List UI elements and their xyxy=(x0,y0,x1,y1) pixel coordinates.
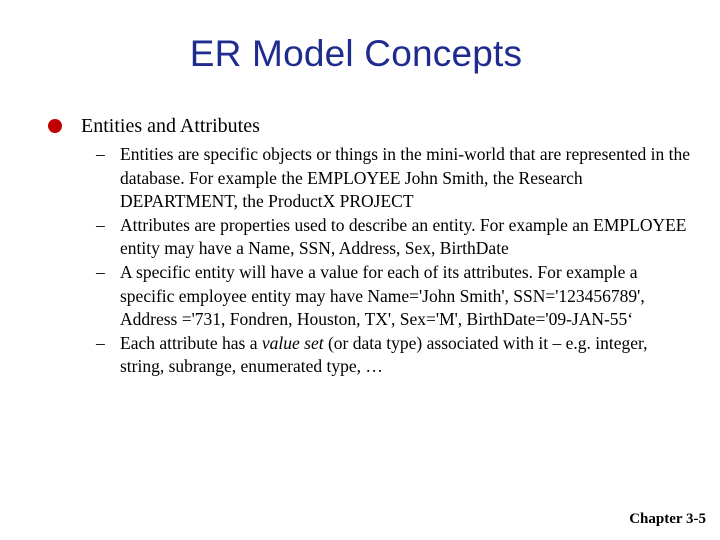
sub-bullet-list xyxy=(96,143,696,379)
sub-bullet-text: Attributes are properties used to describe an entity. For example an EMPLOYEE entity may have a Name, SSN, Address, Sex, BirthDate xyxy=(120,214,687,259)
sub-bullet-item xyxy=(96,332,696,379)
sub-bullet-text: A specific entity will have a value for each of its attributes. For example a specific employee entity may have Name='John Smith', SSN='123456789', Address ='731, Fondren, Houston, TX', Sex='M', BirthDate='09-JAN-55‘ xyxy=(120,261,645,330)
main-bullet xyxy=(48,113,260,139)
dash-marker: – xyxy=(96,332,105,353)
sub-bullet-item xyxy=(96,143,696,214)
dash-marker: – xyxy=(96,214,105,235)
dash-marker: – xyxy=(96,144,105,164)
chapter-footer: Chapter 3-5 xyxy=(629,511,706,527)
dash-marker: – xyxy=(96,261,105,282)
bullet-dot-icon xyxy=(48,119,62,133)
main-bullet-text: Entities and Attributes xyxy=(81,115,260,137)
sub-bullet-emphasis: value set xyxy=(261,332,324,353)
sub-bullet-text-start: Each attribute has a xyxy=(120,332,262,353)
sub-bullet-item xyxy=(96,261,696,332)
slide-title: ER Model Concepts xyxy=(189,33,523,74)
sub-bullet-text: Entities are specific objects or things in the mini-world that are represented in the database. For example the EMPLOYEE John Smith, the Research DEPARTMENT, the ProductX PROJECT xyxy=(120,144,691,212)
sub-bullet-item xyxy=(96,214,696,261)
sub-bullet-text-end: (or data type) associated with it – e.g. integer, string, subrange, enumerated type, … xyxy=(120,332,648,377)
